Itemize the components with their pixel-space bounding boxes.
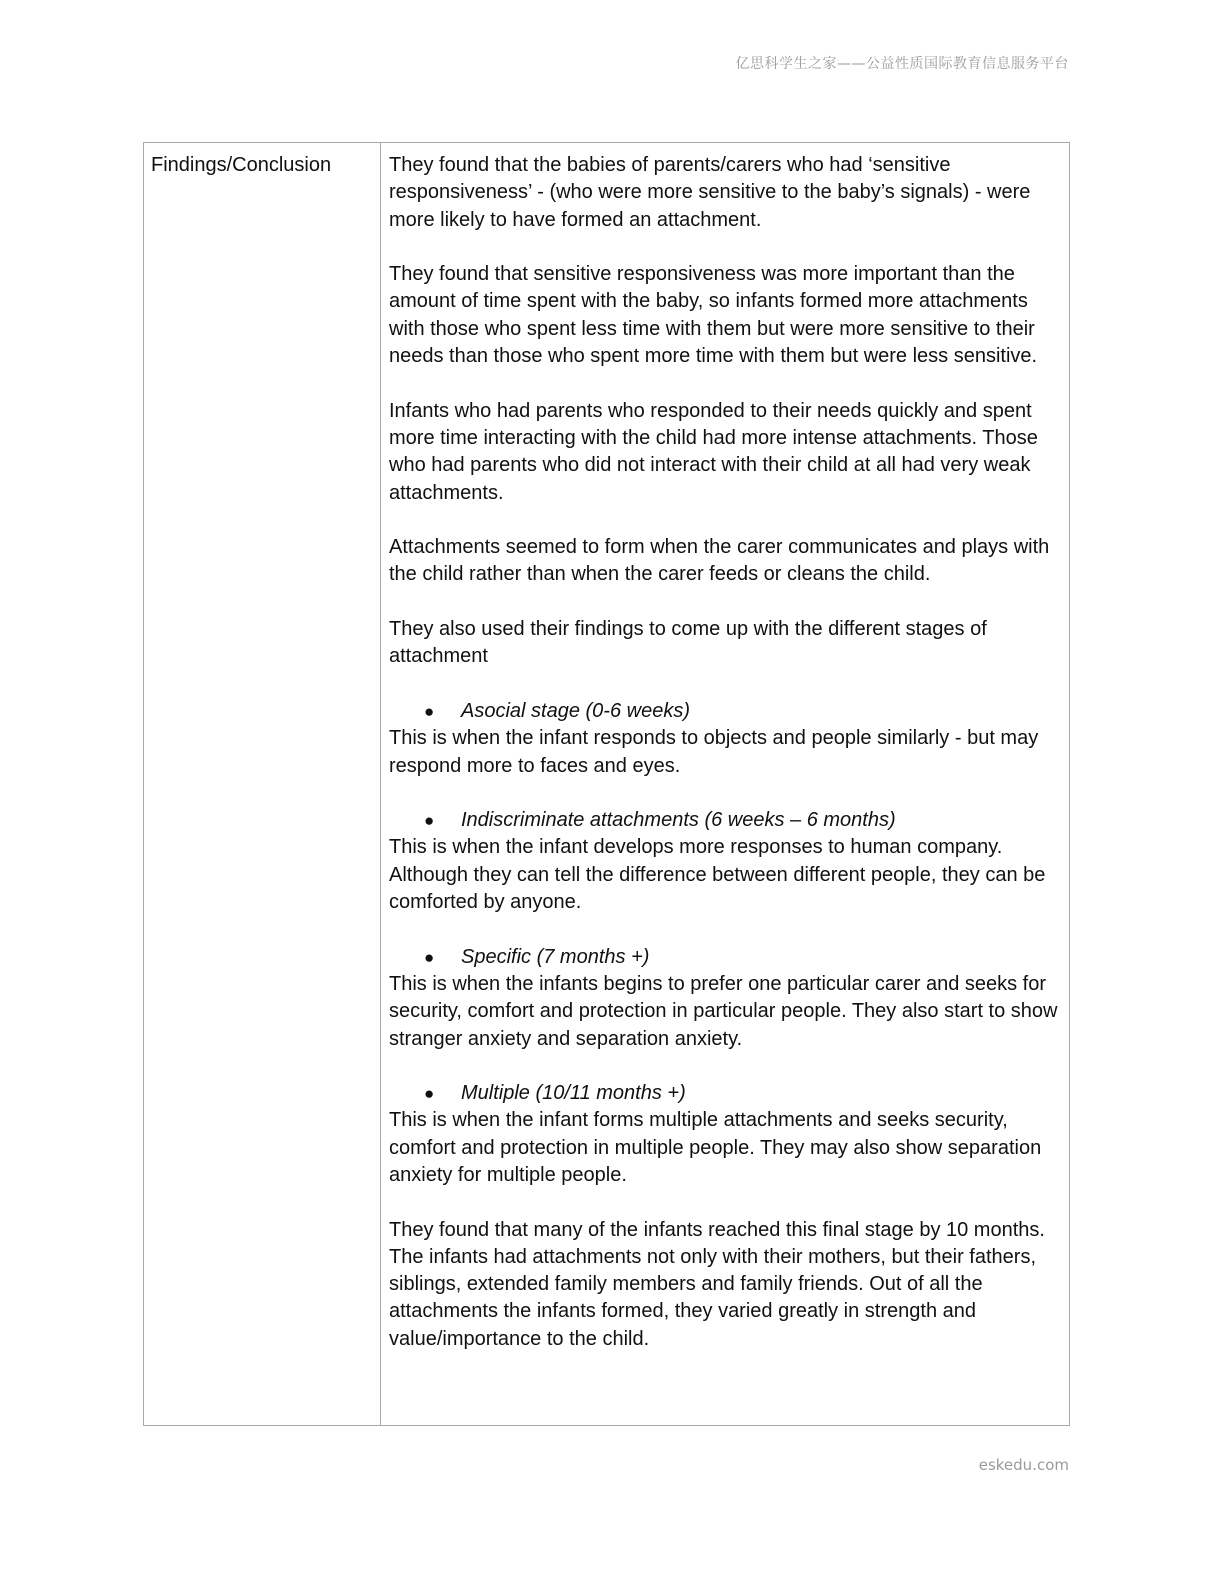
paragraph-5: They also used their findings to come up with the different stages of attachment — [389, 618, 987, 668]
page-header-site-text: 亿思科学生之家——公益性质国际教育信息服务平台 — [735, 56, 1069, 72]
stage-description-indiscriminate: This is when the infant develops more responses to human company. Although they can tell the difference between different people, they can be comforted by anyone. — [389, 836, 1046, 914]
table-label-cell — [144, 143, 381, 1425]
stage-title-text: Multiple (10/11 months +) — [461, 1082, 686, 1105]
table-content-cell — [381, 143, 1069, 1425]
row-label: Findings/Conclusion — [151, 154, 332, 176]
paragraph-2: They found that sensitive responsiveness was more important than the amount of time spent with the baby, so infants formed more attachments with those who spent less time with them but were more sensitive to their needs than those who spent more time with them but were less sensitive. — [389, 263, 1038, 368]
stage-title-text: Indiscriminate attachments (6 weeks – 6 months) — [461, 809, 896, 832]
closing-paragraph: They found that many of the infants reached this final stage by 10 months. The infants had attachments not only with their mothers, but their fathers, siblings, extended family members and family friends. Out of all the attachments the infants formed, they varied greatly in strength and value/importance to the child. — [389, 1218, 1045, 1350]
bullet-icon: ● — [424, 701, 435, 721]
stage-title-indiscriminate — [389, 807, 1062, 834]
bullet-icon: ● — [424, 947, 435, 967]
stage-description-asocial: This is when the infant responds to objects and people similarly - but may respond more to faces and eyes. — [389, 727, 1039, 777]
bullet-icon: ● — [424, 811, 435, 831]
page-footer-site-text: eskedu.com — [978, 1456, 1069, 1474]
stage-title-asocial — [389, 698, 1062, 725]
stage-title-specific — [389, 944, 1062, 971]
stage-title-text: Specific (7 months +) — [461, 945, 650, 968]
stage-title-multiple — [389, 1080, 1062, 1107]
paragraph-3: Infants who had parents who responded to their needs quickly and spent more time interacting with the child had more intense attachments. Those who had parents who did not interact with their child at all had very weak attachments. — [389, 399, 1038, 504]
stage-description-specific: This is when the infants begins to prefer one particular carer and seeks for security, comfort and protection in particular people. They also start to show stranger anxiety and separation anxiety. — [389, 972, 1058, 1050]
findings-table — [143, 142, 1070, 1426]
bullet-icon: ● — [424, 1084, 435, 1104]
stage-title-text: Asocial stage (0-6 weeks) — [461, 699, 690, 722]
paragraph-1: They found that the babies of parents/carers who had ‘sensitive responsiveness’ - (who were more sensitive to the baby’s signals) - were more likely to have formed an attachment. — [389, 154, 1031, 231]
paragraph-4: Attachments seemed to form when the carer communicates and plays with the child rather than when the carer feeds or cleans the child. — [389, 536, 1050, 586]
stage-description-multiple: This is when the infant forms multiple attachments and seeks security, comfort and protection in multiple people. They may also show separation anxiety for multiple people. — [389, 1109, 1042, 1186]
